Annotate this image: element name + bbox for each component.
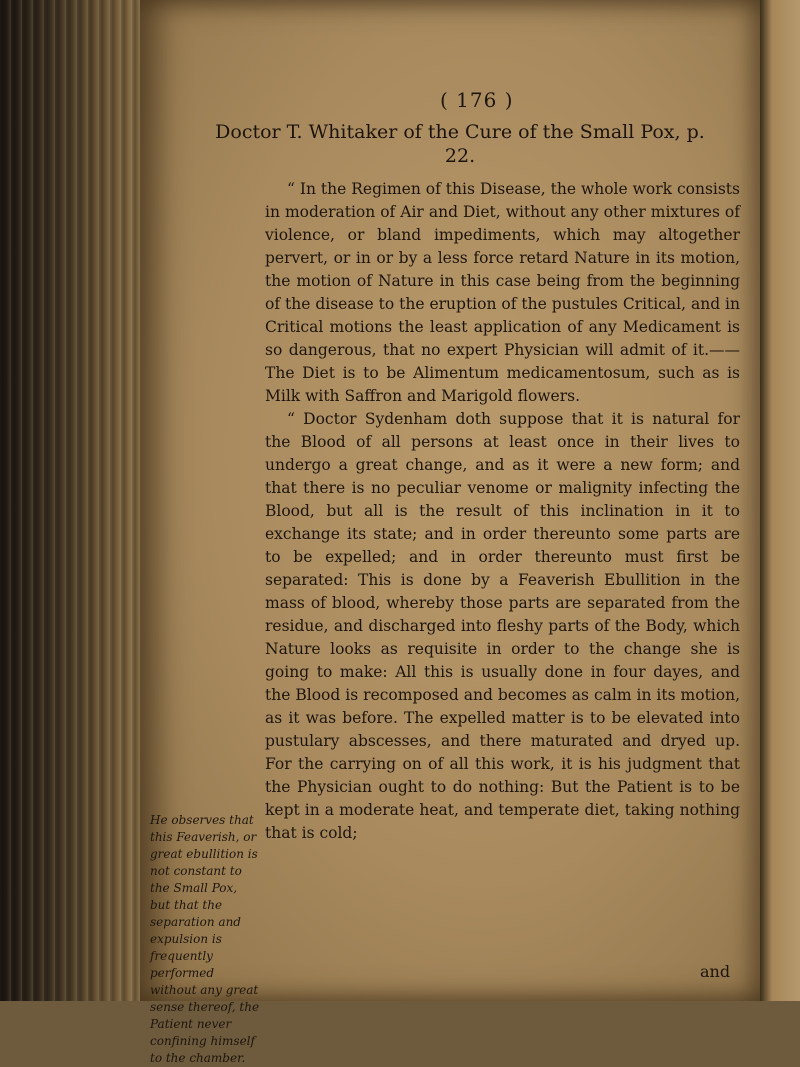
paragraph-1: “ In the Regimen of this Disease, the whole work consists in moderation of Air and Diet, without any other mixtures of violence, or bland impediments, which may altogether pervert, or in or by a less force retard Nature in its motion, the motion of Nature in this case being from the beginning of the disease to the eruption of the pustules Critical, and in Critical motions the least application of any Medicament is so dangerous, that no expert Physician will admit of it.——The Diet is to be Alimentum medicamentosum, such as is Milk with Saffron and Marigold flowers. — [265, 180, 740, 405]
margin-note: He observes that this Feaverish, or great ebullition is not constant to the Small Pox, but that the separation and expulsion is frequently performed without any great sense thereof, the Patient never confining himself to the chamber. — [150, 813, 260, 1065]
body-text — [265, 178, 740, 845]
catchword: and — [700, 962, 731, 981]
page-number: ( 176 ) — [440, 88, 514, 112]
section-title: Doctor T. Whitaker of the Cure of the Small Pox, p. 22. — [215, 121, 705, 167]
adjacent-page-edge — [760, 0, 800, 1001]
paragraph-2: “ Doctor Sydenham doth suppose that it is natural for the Blood of all persons at least once in their lives to undergo a great change, and as it were a new form; and that there is no peculiar venome or malignity infecting the Blood, but all is the result of this inclination in it to exchange its state; and in order thereunto some parts are to be expelled; and in order thereunto must first be separated: This is done by a Feaverish Ebullition in the mass of blood, whereby those parts are separated from the residue, and discharged into fleshy parts of the Body, which Nature looks as requisite in order to the change she is going to make: All this is usually done in four dayes, and the Blood is recomposed and becomes as calm in its motion, as it was before. The expelled matter is to be elevated into pustulary abscesses, and there maturated and dryed up. For the carrying on of all this work, it is his judgment that the Physician ought to do nothing: But the Patient is to be kept in a moderate heat, and temperate diet, taking nothing that is cold; — [265, 410, 740, 842]
book-binding-gutter — [0, 0, 150, 1001]
